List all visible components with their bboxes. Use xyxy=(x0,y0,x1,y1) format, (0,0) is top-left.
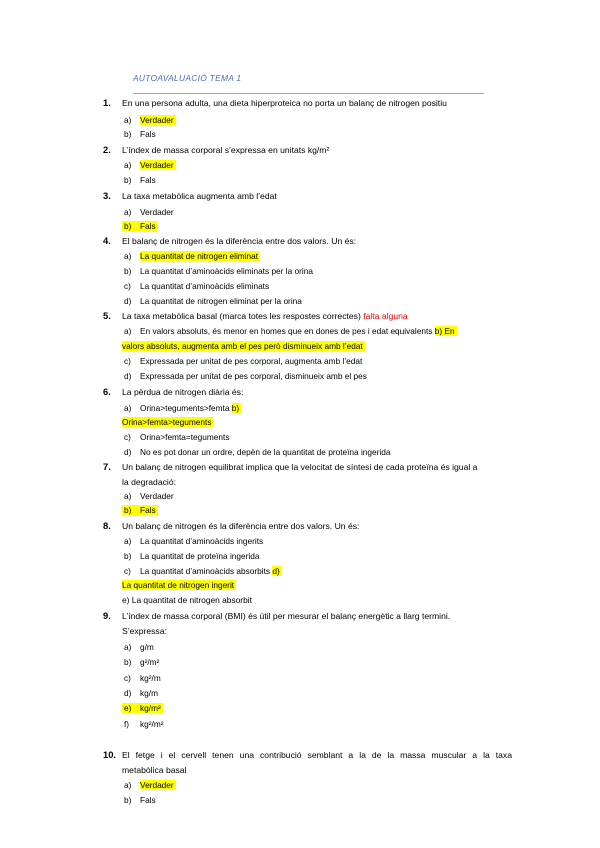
question-4 xyxy=(103,235,356,247)
question-text: El balanç de nitrogen és la diferència entre dos valors. Un és: xyxy=(122,236,357,246)
option-letter: c) xyxy=(124,356,131,366)
option-letter: a) xyxy=(124,251,132,261)
question-10 xyxy=(103,749,512,761)
option-text: g²/m² xyxy=(140,657,160,667)
option-letter: f) xyxy=(124,719,130,729)
question-7-line-2 xyxy=(122,476,176,488)
option-text: kg²/m² xyxy=(140,719,164,729)
option-5-b-continuation xyxy=(122,340,365,352)
question-number: 4. xyxy=(103,235,111,246)
question-text: Un balanç de nitrogen equilibrat implica que la velocitat de síntesi de cada proteïna és igual a xyxy=(122,462,478,472)
highlight-mark xyxy=(435,326,457,336)
option-letter: b) xyxy=(124,221,132,231)
option-letter: b) xyxy=(124,505,132,515)
option-text: Fals xyxy=(140,221,156,231)
question-number: 2. xyxy=(103,144,111,155)
highlight-mark xyxy=(122,505,158,515)
option-5-a xyxy=(124,325,457,337)
option-letter: b) xyxy=(124,795,132,805)
option-2-a xyxy=(124,159,176,171)
option-9-f xyxy=(124,718,164,730)
option-letter: b) xyxy=(124,657,132,667)
option-5-c xyxy=(124,355,362,367)
option-text: La quantitat d’aminoàcids eliminats per la orina xyxy=(140,266,313,276)
option-3-a xyxy=(124,206,174,218)
option-8-c xyxy=(124,565,282,577)
option-text: Fals xyxy=(140,129,156,139)
question-number: 5. xyxy=(103,310,111,321)
option-letter: d) xyxy=(124,371,132,381)
question-text: El fetge i el cervell tenen una contribució semblant a la de la massa muscular a la taxa xyxy=(122,750,512,760)
question-number: 10. xyxy=(103,749,117,760)
question-5 xyxy=(103,310,408,322)
option-8-b xyxy=(124,550,259,562)
option-letter: a) xyxy=(124,207,132,217)
question-text: la degradació: xyxy=(122,477,176,487)
option-letter: b) xyxy=(434,326,443,336)
option-text: Expressada per unitat de pes corporal, disminueix amb el pes xyxy=(140,371,367,381)
question-10-line-2 xyxy=(122,764,187,776)
option-7-b xyxy=(124,504,158,516)
option-letter: a) xyxy=(124,160,132,170)
option-letter: c) xyxy=(124,281,131,291)
option-8-a xyxy=(124,535,263,547)
option-letter: c) xyxy=(124,673,131,683)
option-letter: e) xyxy=(124,703,132,713)
question-text: S’expressa: xyxy=(122,626,167,636)
option-text: Verdader xyxy=(140,207,174,217)
option-text: La quantitat d’aminoàcids eliminats xyxy=(140,281,270,291)
option-letter: b) xyxy=(124,129,132,139)
option-text: Orina>femta=teguments xyxy=(140,432,230,442)
option-text: En valors absoluts, és menor en homes que en dones de pes i edat equivalents xyxy=(140,326,433,336)
option-letter: b) xyxy=(124,175,132,185)
option-letter: a) xyxy=(124,115,132,125)
question-text: L’índex de massa corporal s’expressa en unitats kg/m² xyxy=(122,145,330,155)
option-6-c xyxy=(124,431,229,443)
title-underline xyxy=(133,93,484,94)
option-letter: a) xyxy=(124,536,132,546)
option-text: Fals xyxy=(140,795,156,805)
option-letter: a) xyxy=(124,491,132,501)
option-text: La quantitat de nitrogen eliminat xyxy=(140,251,259,261)
question-text: La taxa metabòlica basal (marca totes les respostes correctes) xyxy=(122,311,361,321)
option-text: kg/m xyxy=(140,688,158,698)
option-text: Verdader xyxy=(140,160,174,170)
option-text: Orina>teguments>femta xyxy=(140,403,230,413)
option-9-b xyxy=(124,656,159,668)
option-letter: b) xyxy=(124,551,132,561)
question-8 xyxy=(103,520,359,532)
option-letter: d) xyxy=(124,688,132,698)
question-text: L’índex de massa corporal (BMI) és útil per mesurar el balanç energètic a llarg termini. xyxy=(122,611,451,621)
option-6-d xyxy=(124,446,390,458)
option-4-d xyxy=(124,295,302,307)
option-4-a xyxy=(124,250,260,262)
question-number: 3. xyxy=(103,190,111,201)
option-letter: b) xyxy=(231,403,240,413)
question-number: 1. xyxy=(103,97,111,108)
option-10-a xyxy=(124,779,176,791)
question-text: La pèrdua de nitrogen diària és: xyxy=(122,387,244,397)
option-3-b xyxy=(124,220,158,232)
option-text: Orina>femta>teguments xyxy=(122,417,212,427)
option-1-a xyxy=(124,114,176,126)
option-text: Expressada per unitat de pes corporal, augmenta amb l’edat xyxy=(140,356,363,366)
option-text: kg²/m xyxy=(140,673,161,683)
highlight-mark xyxy=(122,221,158,231)
option-6-a xyxy=(124,402,241,414)
question-number: 6. xyxy=(103,386,111,397)
option-10-b xyxy=(124,794,156,806)
option-text: kg/m² xyxy=(140,703,161,713)
question-text: Un balanç de nitrogen és la diferència entre dos valors. Un és: xyxy=(122,521,360,531)
option-letter: e) xyxy=(122,595,130,605)
option-text: Fals xyxy=(140,505,156,515)
option-9-a xyxy=(124,641,154,653)
option-8-e xyxy=(122,594,252,606)
option-letter: b) xyxy=(124,266,132,276)
option-text: La quantitat de nitrogen eliminat per la orina xyxy=(140,296,302,306)
option-9-d xyxy=(124,687,158,699)
option-7-a xyxy=(124,490,174,502)
option-text: La quantitat de nitrogen ingerit xyxy=(122,580,235,590)
question-text: En una persona adulta, una dieta hiperproteica no porta un balanç de nitrogen positiu xyxy=(122,98,447,108)
option-letter: d) xyxy=(124,447,132,457)
option-letter: a) xyxy=(124,642,132,652)
option-1-b xyxy=(124,128,156,140)
question-text: metabòlica basal xyxy=(122,765,187,775)
question-9-line-2 xyxy=(122,625,167,637)
question-2 xyxy=(103,144,329,156)
question-1 xyxy=(103,97,447,109)
option-9-c xyxy=(124,672,161,684)
option-2-b xyxy=(124,174,156,186)
option-9-e xyxy=(124,702,163,714)
option-letter: d) xyxy=(124,296,132,306)
option-letter: a) xyxy=(124,326,132,336)
option-text: Fals xyxy=(140,175,156,185)
option-text: La quantitat d’aminoàcids ingerits xyxy=(140,536,264,546)
option-text: La quantitat de nitrogen absorbit xyxy=(131,595,252,605)
option-4-b xyxy=(124,265,313,277)
option-text: En xyxy=(444,326,455,336)
option-text: Verdader xyxy=(140,115,174,125)
option-letter: a) xyxy=(124,403,132,413)
question-3 xyxy=(103,190,277,202)
question-6 xyxy=(103,386,243,398)
question-9 xyxy=(103,610,450,622)
document-title: AUTOAVALUACIÓ TEMA 1 xyxy=(133,73,242,83)
option-text: g/m xyxy=(140,642,154,652)
highlight-mark xyxy=(122,703,163,713)
option-8-d-continuation xyxy=(122,579,236,591)
question-text: La taxa metabòlica augmenta amb l’edat xyxy=(122,191,277,201)
option-letter: d) xyxy=(272,566,280,576)
option-text: La quantitat de proteïna ingerida xyxy=(140,551,260,561)
question-number: 8. xyxy=(103,520,111,531)
correction-note: falta alguna xyxy=(363,311,408,321)
question-7 xyxy=(103,461,477,473)
option-text: La quantitat d’aminoàcids absorbits xyxy=(140,566,271,576)
question-number: 9. xyxy=(103,610,111,621)
option-6-b-continuation xyxy=(122,416,213,428)
option-text: Verdader xyxy=(140,491,174,501)
question-number: 7. xyxy=(103,461,111,472)
option-text: No es pot donar un ordre, depèn de la quantitat de proteïna ingerida xyxy=(140,447,391,457)
option-letter: c) xyxy=(124,566,131,576)
option-letter: c) xyxy=(124,432,131,442)
option-5-d xyxy=(124,370,367,382)
option-4-c xyxy=(124,280,269,292)
option-text: valors absoluts, augmenta amb el pes però disminueix amb l’edat xyxy=(122,341,363,351)
option-letter: a) xyxy=(124,780,132,790)
option-text: Verdader xyxy=(140,780,174,790)
